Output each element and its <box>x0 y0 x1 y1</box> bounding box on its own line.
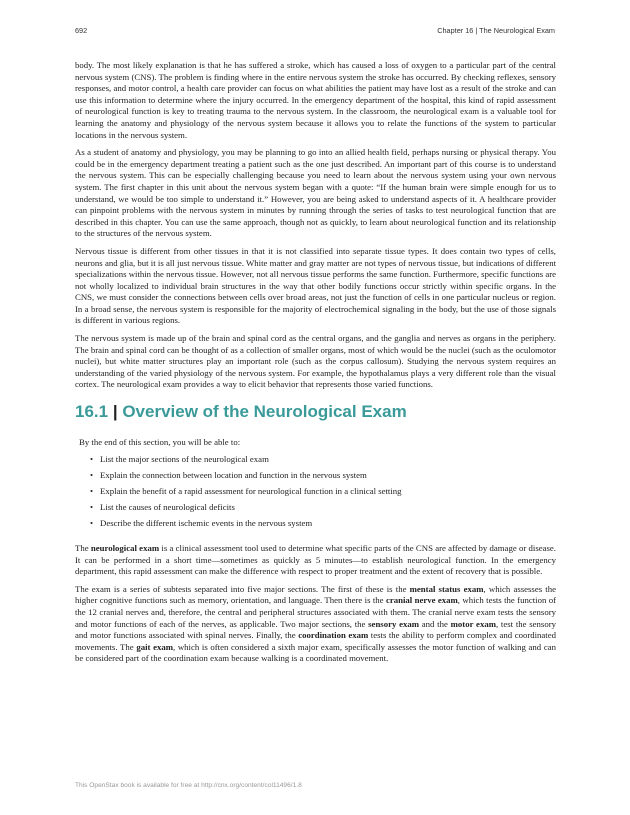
key-term: mental status exam <box>409 583 484 594</box>
objective-text: List the major sections of the neurological exam <box>100 454 269 465</box>
text-run: The <box>75 543 91 554</box>
bullet-icon: • <box>90 518 94 529</box>
text-run: , test the sensory and motor functions associated with spinal nerves. Finally, the <box>75 618 557 641</box>
bullet-icon: • <box>90 502 94 513</box>
paragraph: As a student of anatomy and physiology, you may be planning to go into an allied health field, perhaps nursing or physical therapy. You could be in the emergency department treating a patient such as the one just described. An important part of this course is to understand the nervous system. This can be especially challenging because you need to learn about the nervous system using your own nervous system. The first chapter in this unit about the nervous system began with a quote: “If the human brain were simple enough for us to understand, we would be too simple to understand it.” However, you are being asked to understand aspects of it. A healthcare provider can pinpoint problems with the nervous system in minutes by running through the series of tasks to test neurological function that are described in this chapter. You can use the same approach, though not as quickly, to learn about neurological function and its relationship to the structures of the nervous system. <box>75 147 556 239</box>
text-run: , which assesses the higher cognitive functions such as memory, orientation, and language. Then there is the <box>75 583 556 606</box>
list-item <box>90 502 556 513</box>
paragraph: The nervous system is made up of the brain and spinal cord as the central organs, and the ganglia and nerves as organs in the periphery. The brain and spinal cord can be thought of as a collection of smaller organs, most of which would be the nuclei (such as the oculomotor nuclei), but white matter structures play an important role (such as the corpus callosum). Studying the nervous system requires an understanding of the varied physiology of the nervous system. For example, the hypothalamus plays a very different role than the visual cortex. The neurological exam provides a way to elicit behavior that represents those varied functions. <box>75 333 556 390</box>
section-heading <box>75 401 556 423</box>
text-run: and the <box>419 618 451 629</box>
text-run: The exam is a series of subtests separated into five major sections. The first of these is the <box>75 583 410 594</box>
key-term: gait exam <box>136 641 173 652</box>
section-title-text: Overview of the Neurological Exam <box>122 402 407 422</box>
paragraph: body. The most likely explanation is that he has suffered a stroke, which has caused a loss of oxygen to a particular part of the central nervous system (CNS). The problem is finding where in the entire nervous system the stroke has occurred. By checking reflexes, sensory responses, and motor control, a health care provider can focus on what abilities the patient may have lost as a result of the stroke and can use this information to determine where the injury occurred. In the emergency department of the hospital, this kind of rapid assessment of neurological function is key to treating trauma to the nervous system. In the classroom, the neurological exam is a valuable tool for learning the anatomy and physiology of the nervous system because it allows you to relate the functions of the system to particular locations in the nervous system. <box>75 60 556 140</box>
list-item <box>90 454 556 465</box>
paragraph: Nervous tissue is different from other tissues in that it is not classified into separate tissue types. It does contain two types of cells, neurons and glia, but it is all just nervous tissue. White matter and gray matter are not types of nervous tissue, but indications of different specializations within the nervous tissue. However, not all nervous tissue performs the same function. Furthermore, specific functions are not wholly localized to individual brain structures in the way that other bodily functions occur strictly within specific organs. In the CNS, we must consider the connections between cells over broad areas, not just the function of cells in one particular nucleus or region. In a broad sense, the nervous system is responsible for the majority of electrochemical signaling in the body, but the use of those signals is different in various regions. <box>75 245 557 326</box>
text-run: , which tests the function of the 12 cranial nerves and, therefore, the central and peripheral structures associated with them. The cranial nerve exam tests the sensory and motor functions of each of the nerves, as applicable. Two major sections, the <box>75 595 556 629</box>
section-separator: | <box>112 402 118 422</box>
key-term: cranial nerve exam <box>385 595 458 606</box>
page-content <box>75 60 556 671</box>
key-term: neurological exam <box>90 543 160 554</box>
learning-objectives <box>79 437 556 529</box>
chapter-title: Chapter 16 | The Neurological Exam <box>437 26 555 35</box>
list-item <box>90 470 556 481</box>
key-term: sensory exam <box>368 618 420 629</box>
list-item <box>90 486 556 497</box>
section-number: 16.1 <box>75 402 109 422</box>
objective-text: List the causes of neurological deficits <box>100 502 235 513</box>
bullet-icon: • <box>90 470 94 481</box>
page-number: 692 <box>75 26 88 35</box>
page-footer: This OpenStax book is available for free at http://cnx.org/content/col11496/1.8 <box>75 782 302 789</box>
text-run: , which is often considered a sixth major exam, specifically assesses the motor function of walking and can be considered part of the coordination exam because walking is a coordinated movement. <box>75 641 556 664</box>
objectives-intro: By the end of this section, you will be able to: <box>79 437 241 448</box>
objective-text: Explain the connection between location and function in the nervous system <box>100 470 367 481</box>
objective-text: Describe the different ischemic events in the nervous system <box>100 518 313 529</box>
key-term: motor exam <box>450 618 496 629</box>
paragraph-neurological-exam <box>75 543 556 578</box>
text-run: is a clinical assessment tool used to determine what specific parts of the CNS are affected by damage or disease. It can be performed in a short time—sometimes as quickly as 5 minutes—to establish neurological function. In the emergency department, this rapid assessment can make the difference with respect to proper treatment and the extent of recovery that is possible. <box>75 543 556 577</box>
objectives-list <box>79 454 556 529</box>
text-run: tests the ability to perform complex and coordinated movements. The <box>75 630 556 652</box>
list-item <box>90 518 556 529</box>
key-term: coordination exam <box>298 630 369 641</box>
paragraph-exam-sections <box>75 584 556 665</box>
objective-text: Explain the benefit of a rapid assessment for neurological function in a clinical setting <box>100 486 402 497</box>
page-header <box>75 26 555 36</box>
bullet-icon: • <box>90 454 94 465</box>
bullet-icon: • <box>90 486 94 497</box>
